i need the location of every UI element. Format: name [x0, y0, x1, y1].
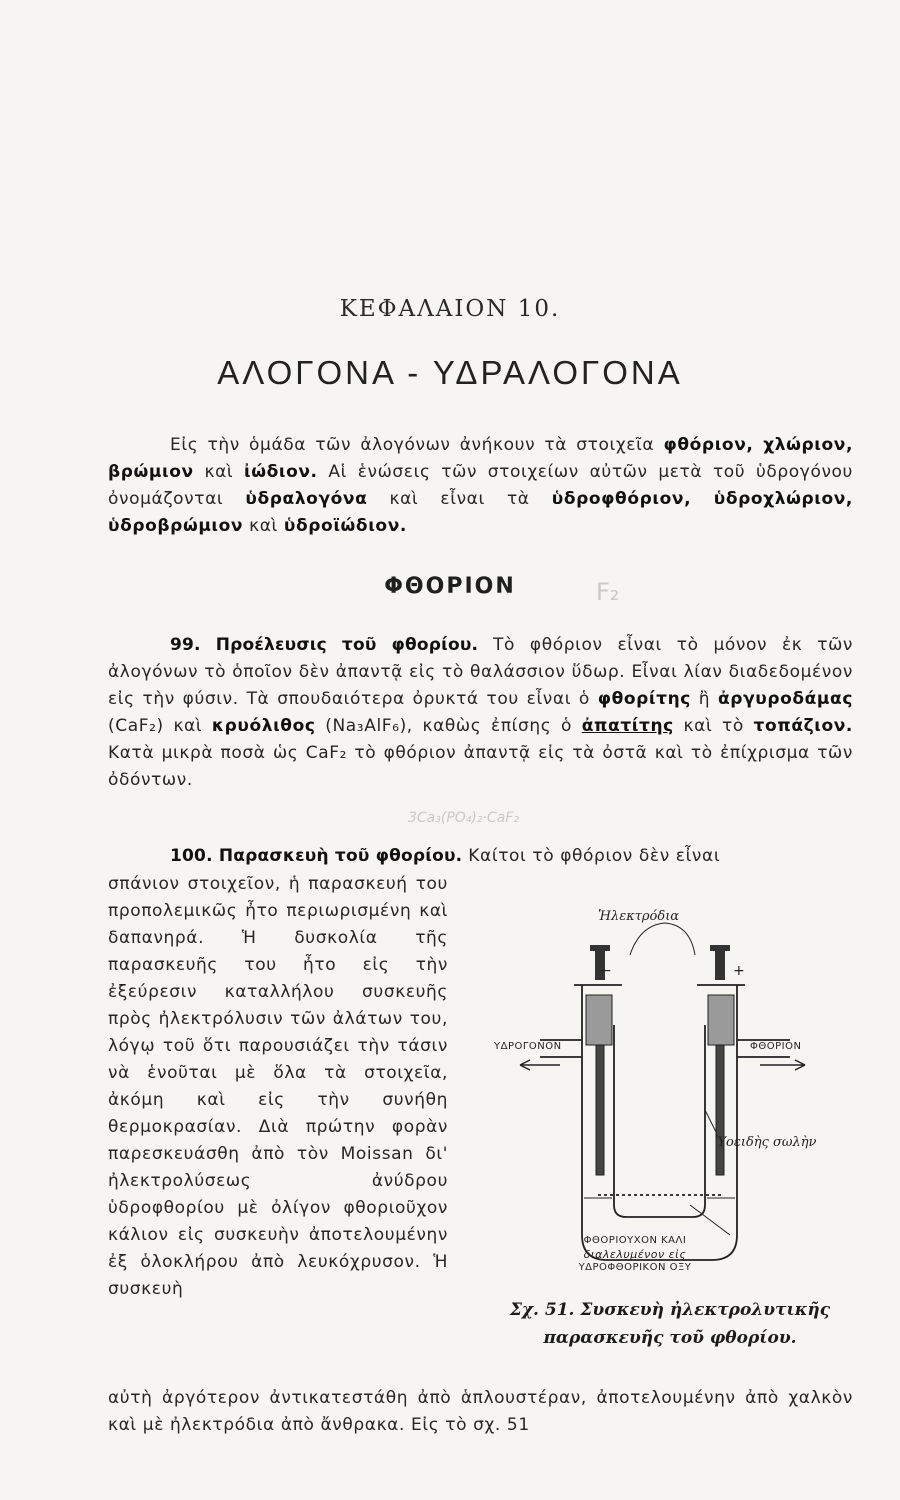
chapter-number: ΚΕΦΑΛΑΙΟΝ 10. [339, 296, 561, 322]
p99-bold-2: ἀργυροδάμας [718, 689, 853, 709]
section-heading: ΦΘΟΡΙΟΝ [384, 574, 516, 599]
intro-paragraph [108, 432, 853, 540]
p99-text-1: Τὸ φθόριον εἶναι τὸ μόνον ἐκ τῶν ἀλογόνων τὸ ὁποῖον δὲν ἀπαντᾷ εἰς τὸ θαλάσσιον ὕδωρ. Εἶναι λίαν διαδεδομένον εἰς τὴν φύσιν. Τὰ σπουδαιότερα ὀρυκτά του εἶναι ὁ [108, 635, 854, 709]
intro-text-2: καὶ [193, 462, 244, 482]
chapter-title: ΑΛΟΓΟΝΑ - ΥΔΡΑΛΟΓΟΝΑ [217, 354, 683, 391]
figure-caption [480, 1296, 860, 1352]
p100-text-1: Καίτοι τὸ φθόριον δὲν εἶναι [462, 846, 721, 866]
margin-note-f2: F₂ [596, 578, 620, 606]
electrolysis-apparatus-figure [490, 905, 850, 1285]
label-minus: − [600, 963, 613, 979]
label-fluorine: ΦΘΟΡΙΟΝ [750, 1041, 802, 1052]
intro-text-3: Αἱ ἑνώσεις τῶν στοιχείων αὐτῶν μετὰ τοῦ ὑδρογόνου ὀνομάζονται [108, 462, 853, 509]
p99-bold-3: κρυόλιθος [211, 716, 316, 736]
paragraph-100-first-line [108, 843, 853, 870]
label-electrolyte-3: ΥΔΡΟΦΘΟΡΙΚΟΝ ΟΞΥ [578, 1262, 692, 1273]
caption-line-1: Σχ. 51. Συσκευὴ ἠλεκτρολυτικῆς [509, 1300, 831, 1320]
p99-bold-1: φθορίτης [597, 689, 691, 709]
intro-bold-2: ἰώδιον. [244, 462, 318, 482]
p99-bold-4: ἀπατίτης [581, 716, 674, 736]
intro-bold-4: ὑδροφθόριον, ὑδροχλώριον, ὑδροβρώμιον [108, 489, 853, 536]
paragraph-99-heading: 99. Προέλευσις τοῦ φθορίου. [170, 635, 479, 655]
intro-bold-5: ὑδροϊώδιον. [283, 516, 407, 536]
p99-text-6: Κατὰ μικρὰ ποσὰ ὡς CaF₂ τὸ φθόριον ἀπαντᾷ εἰς τὰ ὀστᾶ καὶ τὸ ἐπίχρισμα τῶν ὀδόντων. [108, 743, 853, 790]
label-electrolyte-2: διαλελυμένον εἰς [583, 1248, 687, 1261]
label-electrolyte-1: ΦΘΟΡΙΟΥΧΟΝ ΚΑΛΙ [583, 1235, 687, 1246]
intro-text-5: καὶ [243, 516, 284, 536]
intro-bold-3: ὑδραλογόνα [245, 489, 368, 509]
label-u-tube: Ὑοειδὴς σωλὴν [715, 1135, 817, 1150]
p99-bold-5: τοπάζιον. [753, 716, 853, 736]
intro-text-1: Εἰς τὴν ὁμάδα τῶν ἀλογόνων ἀνήκουν τὰ στοιχεῖα [170, 435, 664, 455]
label-plus: + [733, 963, 746, 979]
intro-bold-1: φθόριον, χλώριον, βρώμιον [108, 435, 853, 482]
apparatus-drawing [490, 905, 850, 1285]
p99-text-4: (Na₃AlF₆), καθὼς ἐπίσης ὁ [315, 716, 582, 736]
p99-text-3: (CaF₂) καὶ [108, 716, 212, 736]
paragraph-99 [108, 632, 853, 794]
p99-text-2: ἢ [690, 689, 719, 709]
label-electrodes: Ἠλεκτρόδια [598, 909, 680, 924]
label-hydrogen: ΥΔΡΟΓΟΝΟΝ [494, 1041, 562, 1052]
paragraph-100-tail: αὐτὴ ἀργότερον ἀντικατεστάθη ἀπὸ ἁπλουστέραν, ἀποτελουμένην ἀπὸ χαλκὸν καὶ μὲ ἠλεκτρόδια ἀπὸ ἄνθρακα. Εἰς τὸ σχ. 51 [108, 1388, 853, 1435]
paragraph-100-column: σπάνιον στοιχεῖον, ἡ παρασκευή του προπολεμικῶς ἦτο περιωρισμένη καὶ δαπανηρά. Ἡ δυσκολία τῆς παρασκευῆς του ἦτο εἰς τὴν ἐξεύρεσιν καταλλήλου συσκευῆς πρὸς ἠλεκτρόλυσιν τῶν ἀλάτων του, λόγῳ τοῦ ὅτι παρουσιάζει τὴν τάσιν νὰ ἑνοῦται μὲ ὅλα τὰ στοιχεῖα, ἀκόμη καὶ εἰς τὴν συνήθη θερμοκρασίαν. Διὰ πρώτην φορὰν παρεσκευάσθη ἀπὸ τὸν Moissan δι' ἠλεκτρολύσεως ἀνύδρου ὑδροφθορίου μὲ ὀλίγον φθοριοῦχον κάλιον εἰς συσκευὴν ἀποτελουμένην ἐξ ὁλοκλήρου ἀπὸ λευκόχρυσον. Ἡ συσκευὴ [108, 874, 448, 1299]
margin-note-formula: 3Ca₃(PO₄)₂·CaF₂ [408, 810, 519, 826]
intro-text-4: καὶ εἶναι τὰ [367, 489, 552, 509]
paragraph-100-heading: 100. Παρασκευὴ τοῦ φθορίου. [170, 846, 463, 866]
p99-text-5: καὶ τὸ [673, 716, 754, 736]
caption-line-2: παρασκευῆς τοῦ φθορίου. [543, 1328, 797, 1348]
